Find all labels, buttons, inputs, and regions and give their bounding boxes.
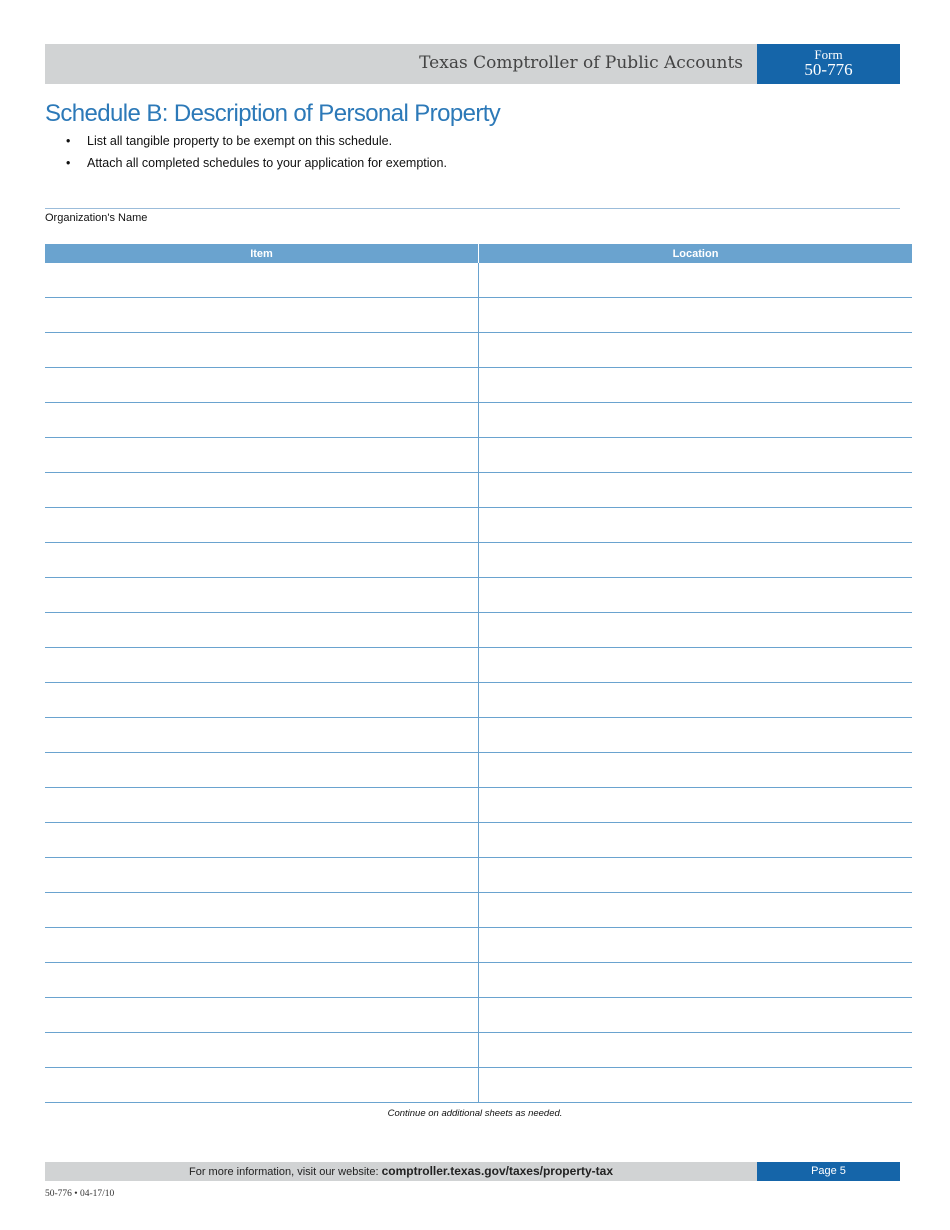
location-cell[interactable]: [479, 753, 912, 787]
property-table: [45, 244, 912, 1103]
column-header-location: Location: [672, 247, 719, 260]
item-cell[interactable]: [45, 403, 479, 437]
table-row: [45, 788, 912, 823]
location-cell[interactable]: [479, 823, 912, 857]
table-header: [45, 244, 912, 263]
location-cell[interactable]: [479, 298, 912, 332]
item-cell[interactable]: [45, 1033, 479, 1067]
item-cell[interactable]: [45, 683, 479, 717]
table-row: [45, 893, 912, 928]
item-cell[interactable]: [45, 613, 479, 647]
organization-name-label: Organization's Name: [45, 212, 148, 224]
table-row: [45, 613, 912, 648]
item-cell[interactable]: [45, 788, 479, 822]
table-row: [45, 963, 912, 998]
table-row: [45, 998, 912, 1033]
item-cell[interactable]: [45, 1068, 479, 1102]
item-cell[interactable]: [45, 858, 479, 892]
location-cell[interactable]: [479, 543, 912, 577]
instruction-item: • List all tangible property to be exempt on this schedule.: [66, 133, 447, 155]
item-cell[interactable]: [45, 753, 479, 787]
table-row: [45, 753, 912, 788]
table-row: [45, 438, 912, 473]
footer-bar: [45, 1162, 757, 1181]
item-cell[interactable]: [45, 438, 479, 472]
location-cell[interactable]: [479, 1033, 912, 1067]
table-row: [45, 578, 912, 613]
item-cell[interactable]: [45, 578, 479, 612]
location-cell[interactable]: [479, 508, 912, 542]
table-row: [45, 473, 912, 508]
table-row: [45, 928, 912, 963]
location-cell[interactable]: [479, 473, 912, 507]
table-row: [45, 1068, 912, 1103]
item-cell[interactable]: [45, 333, 479, 367]
form-number: 50-776: [804, 60, 853, 79]
item-cell[interactable]: [45, 823, 479, 857]
table-body: [45, 263, 912, 1103]
table-row: [45, 1033, 912, 1068]
form-label: Form: [814, 47, 843, 62]
location-cell[interactable]: [479, 928, 912, 962]
location-cell[interactable]: [479, 683, 912, 717]
table-row: [45, 543, 912, 578]
location-cell[interactable]: [479, 1068, 912, 1102]
agency-name: Texas Comptroller of Public Accounts: [419, 53, 743, 73]
organization-name-field[interactable]: [45, 208, 900, 209]
header-bar: [45, 44, 757, 84]
location-cell[interactable]: [479, 368, 912, 402]
table-row: [45, 683, 912, 718]
location-cell[interactable]: [479, 333, 912, 367]
item-cell[interactable]: [45, 928, 479, 962]
instruction-item: • Attach all completed schedules to your application for exemption.: [66, 155, 447, 177]
table-row: [45, 368, 912, 403]
item-cell[interactable]: [45, 718, 479, 752]
item-cell[interactable]: [45, 508, 479, 542]
location-cell[interactable]: [479, 718, 912, 752]
footer-info-text: For more information, visit our website:: [189, 1166, 382, 1178]
item-cell[interactable]: [45, 263, 479, 297]
table-row: [45, 823, 912, 858]
location-cell[interactable]: [479, 263, 912, 297]
page-number: Page 5: [757, 1162, 900, 1181]
instruction-list: [66, 133, 447, 177]
location-cell[interactable]: [479, 613, 912, 647]
item-cell[interactable]: [45, 893, 479, 927]
location-cell[interactable]: [479, 963, 912, 997]
item-cell[interactable]: [45, 473, 479, 507]
location-cell[interactable]: [479, 998, 912, 1032]
location-cell[interactable]: [479, 858, 912, 892]
item-cell[interactable]: [45, 368, 479, 402]
page-title: Schedule B: Description of Personal Property: [45, 100, 501, 127]
location-cell[interactable]: [479, 648, 912, 682]
website-link[interactable]: comptroller.texas.gov/taxes/property-tax: [381, 1164, 613, 1178]
location-cell[interactable]: [479, 438, 912, 472]
form-revision-code: 50-776 • 04-17/10: [45, 1189, 115, 1199]
item-cell[interactable]: [45, 963, 479, 997]
item-cell[interactable]: [45, 298, 479, 332]
location-cell[interactable]: [479, 578, 912, 612]
table-row: [45, 333, 912, 368]
table-row: [45, 263, 912, 298]
table-row: [45, 298, 912, 333]
table-row: [45, 648, 912, 683]
form-number-box: [757, 44, 900, 84]
item-cell[interactable]: [45, 543, 479, 577]
table-row: [45, 858, 912, 893]
table-row: [45, 718, 912, 753]
location-cell[interactable]: [479, 403, 912, 437]
location-cell[interactable]: [479, 893, 912, 927]
item-cell[interactable]: [45, 998, 479, 1032]
column-header-item: Item: [45, 244, 479, 263]
table-row: [45, 403, 912, 438]
continue-note: Continue on additional sheets as needed.: [387, 1108, 563, 1119]
item-cell[interactable]: [45, 648, 479, 682]
table-row: [45, 508, 912, 543]
location-cell[interactable]: [479, 788, 912, 822]
